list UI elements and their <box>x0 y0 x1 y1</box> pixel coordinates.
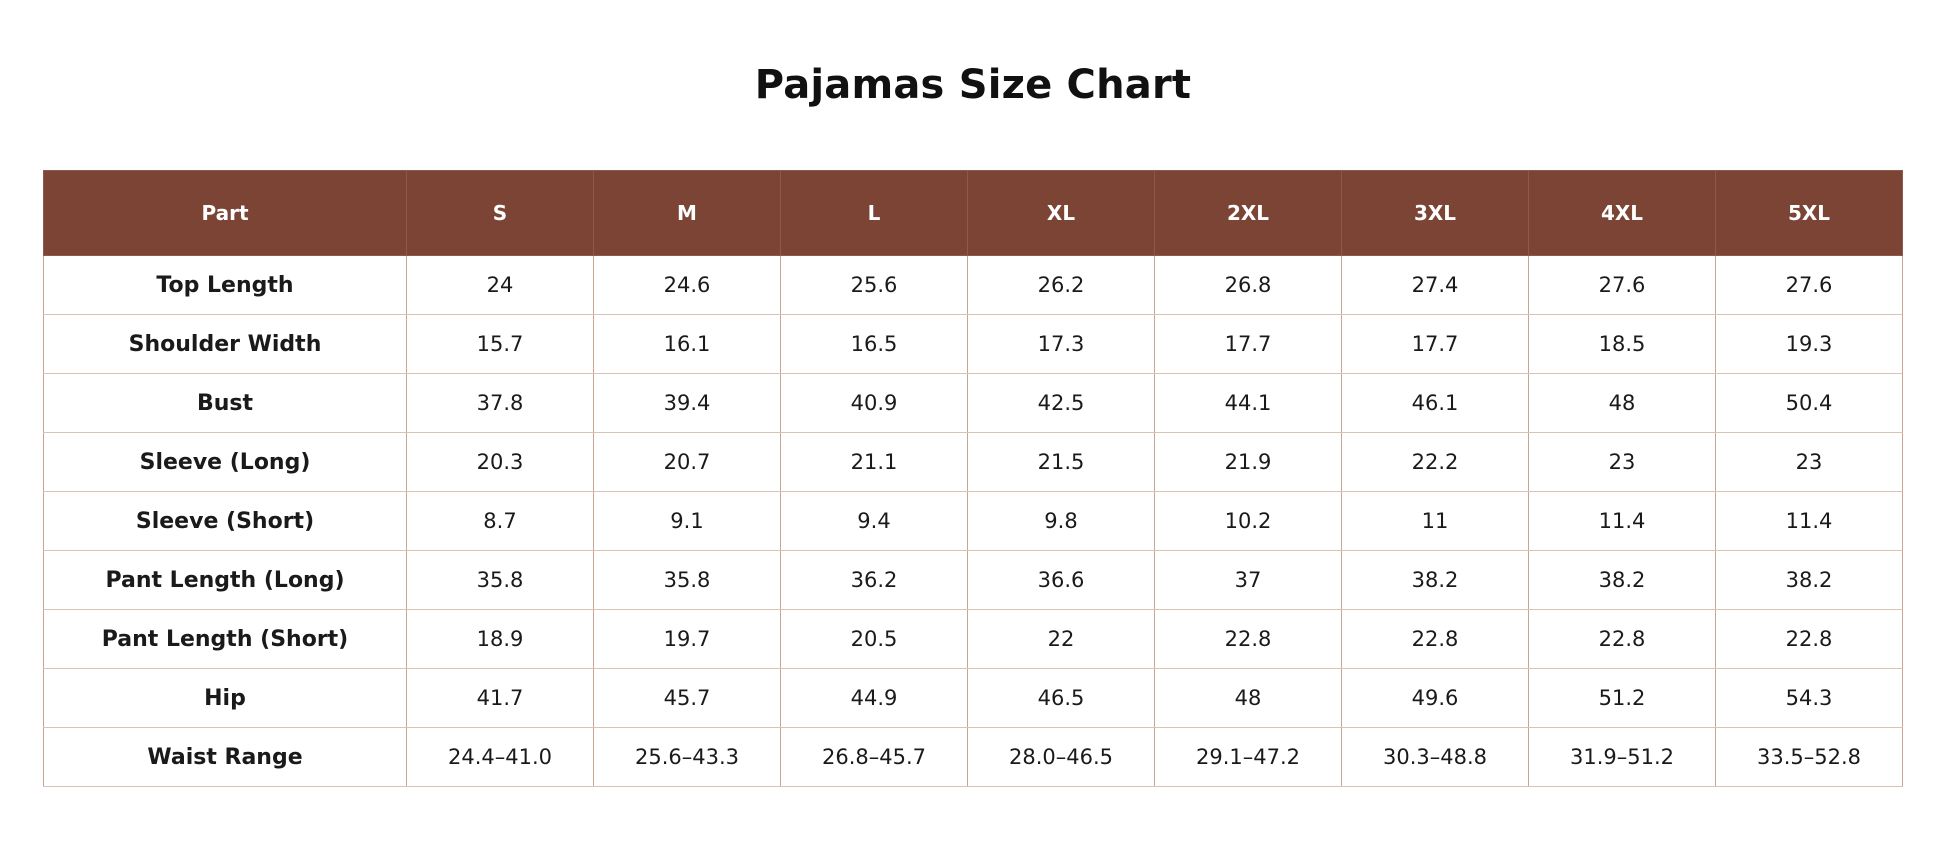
table-header <box>44 171 1903 256</box>
cell: 8.7 <box>407 492 594 551</box>
table-container <box>17 108 1929 787</box>
cell: 26.8 <box>1155 256 1342 315</box>
column-header-l: L <box>781 171 968 256</box>
cell: 50.4 <box>1716 374 1903 433</box>
row-label: Waist Range <box>44 728 407 787</box>
cell: 48 <box>1529 374 1716 433</box>
cell: 23 <box>1716 433 1903 492</box>
column-header-xl: XL <box>968 171 1155 256</box>
cell: 29.1–47.2 <box>1155 728 1342 787</box>
cell: 16.5 <box>781 315 968 374</box>
table-header-row <box>44 171 1903 256</box>
cell: 21.1 <box>781 433 968 492</box>
cell: 27.6 <box>1716 256 1903 315</box>
cell: 22.8 <box>1155 610 1342 669</box>
cell: 20.3 <box>407 433 594 492</box>
cell: 25.6 <box>781 256 968 315</box>
cell: 35.8 <box>594 551 781 610</box>
cell: 26.2 <box>968 256 1155 315</box>
cell: 46.5 <box>968 669 1155 728</box>
cell: 38.2 <box>1716 551 1903 610</box>
cell: 11.4 <box>1716 492 1903 551</box>
row-label: Sleeve (Long) <box>44 433 407 492</box>
cell: 9.8 <box>968 492 1155 551</box>
cell: 9.1 <box>594 492 781 551</box>
cell: 18.9 <box>407 610 594 669</box>
cell: 51.2 <box>1529 669 1716 728</box>
row-label: Pant Length (Short) <box>44 610 407 669</box>
table-row <box>44 728 1903 787</box>
cell: 42.5 <box>968 374 1155 433</box>
column-header-part: Part <box>44 171 407 256</box>
cell: 19.7 <box>594 610 781 669</box>
cell: 38.2 <box>1342 551 1529 610</box>
cell: 17.3 <box>968 315 1155 374</box>
cell: 39.4 <box>594 374 781 433</box>
row-label: Top Length <box>44 256 407 315</box>
size-chart-table <box>43 170 1903 787</box>
column-header-m: M <box>594 171 781 256</box>
cell: 31.9–51.2 <box>1529 728 1716 787</box>
cell: 10.2 <box>1155 492 1342 551</box>
column-header-2xl: 2XL <box>1155 171 1342 256</box>
cell: 37.8 <box>407 374 594 433</box>
cell: 21.9 <box>1155 433 1342 492</box>
cell: 9.4 <box>781 492 968 551</box>
table-body <box>44 256 1903 787</box>
table-row <box>44 256 1903 315</box>
row-label: Pant Length (Long) <box>44 551 407 610</box>
cell: 48 <box>1155 669 1342 728</box>
column-header-s: S <box>407 171 594 256</box>
cell: 24 <box>407 256 594 315</box>
cell: 19.3 <box>1716 315 1903 374</box>
cell: 44.9 <box>781 669 968 728</box>
cell: 24.6 <box>594 256 781 315</box>
cell: 36.6 <box>968 551 1155 610</box>
cell: 17.7 <box>1155 315 1342 374</box>
table-row <box>44 669 1903 728</box>
cell: 28.0–46.5 <box>968 728 1155 787</box>
cell: 17.7 <box>1342 315 1529 374</box>
cell: 11.4 <box>1529 492 1716 551</box>
cell: 54.3 <box>1716 669 1903 728</box>
cell: 35.8 <box>407 551 594 610</box>
cell: 15.7 <box>407 315 594 374</box>
cell: 23 <box>1529 433 1716 492</box>
cell: 25.6–43.3 <box>594 728 781 787</box>
cell: 46.1 <box>1342 374 1529 433</box>
cell: 36.2 <box>781 551 968 610</box>
row-label: Sleeve (Short) <box>44 492 407 551</box>
cell: 22.2 <box>1342 433 1529 492</box>
cell: 44.1 <box>1155 374 1342 433</box>
column-header-3xl: 3XL <box>1342 171 1529 256</box>
cell: 27.4 <box>1342 256 1529 315</box>
row-label: Hip <box>44 669 407 728</box>
cell: 30.3–48.8 <box>1342 728 1529 787</box>
row-label: Bust <box>44 374 407 433</box>
column-header-4xl: 4XL <box>1529 171 1716 256</box>
cell: 41.7 <box>407 669 594 728</box>
cell: 24.4–41.0 <box>407 728 594 787</box>
column-header-5xl: 5XL <box>1716 171 1903 256</box>
cell: 49.6 <box>1342 669 1529 728</box>
page-title: Pajamas Size Chart <box>754 62 1192 108</box>
cell: 18.5 <box>1529 315 1716 374</box>
cell: 40.9 <box>781 374 968 433</box>
table-row <box>44 551 1903 610</box>
table-row <box>44 315 1903 374</box>
cell: 22 <box>968 610 1155 669</box>
cell: 20.7 <box>594 433 781 492</box>
cell: 37 <box>1155 551 1342 610</box>
row-label: Shoulder Width <box>44 315 407 374</box>
table-row <box>44 610 1903 669</box>
table-row <box>44 433 1903 492</box>
cell: 20.5 <box>781 610 968 669</box>
cell: 22.8 <box>1529 610 1716 669</box>
cell: 27.6 <box>1529 256 1716 315</box>
cell: 33.5–52.8 <box>1716 728 1903 787</box>
cell: 45.7 <box>594 669 781 728</box>
cell: 38.2 <box>1529 551 1716 610</box>
table-row <box>44 492 1903 551</box>
cell: 22.8 <box>1342 610 1529 669</box>
cell: 26.8–45.7 <box>781 728 968 787</box>
cell: 22.8 <box>1716 610 1903 669</box>
cell: 16.1 <box>594 315 781 374</box>
table-row <box>44 374 1903 433</box>
cell: 11 <box>1342 492 1529 551</box>
cell: 21.5 <box>968 433 1155 492</box>
